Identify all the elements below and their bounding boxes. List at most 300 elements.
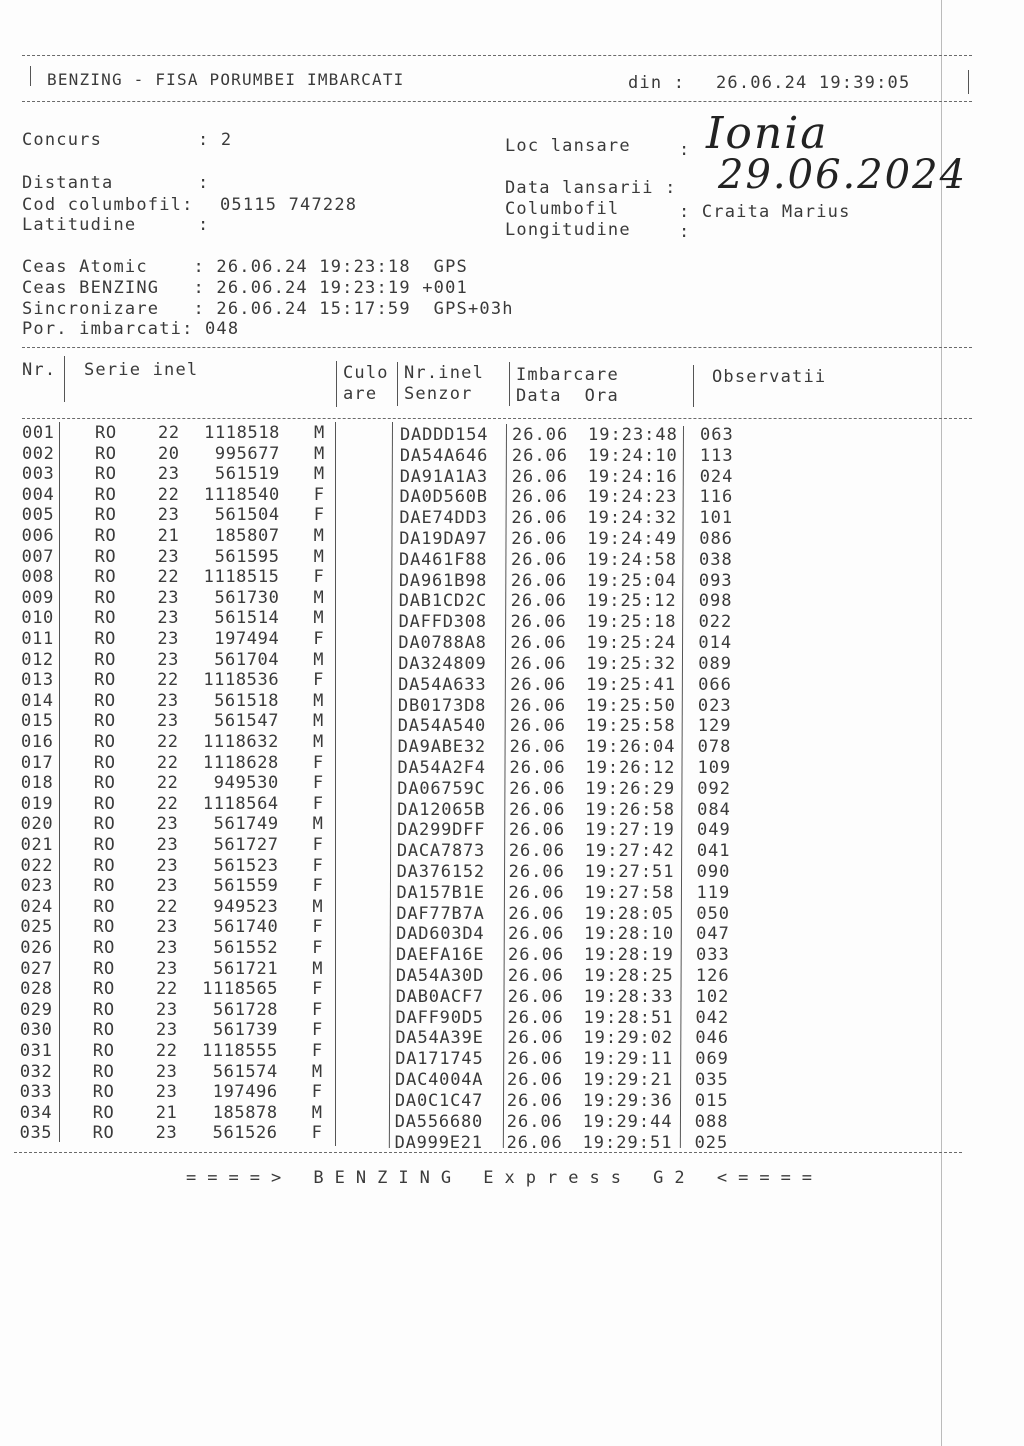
row-time: 19:28:51 (583, 1007, 674, 1028)
row-date: 26.06 (508, 820, 566, 841)
row-time: 19:25:41 (586, 674, 676, 695)
row-date: 26.06 (511, 487, 568, 508)
row-date: 26.06 (508, 882, 565, 903)
row-country: RO (94, 505, 117, 526)
ceas-atomic: Ceas Atomic : 26.06.24 19:23:18 GPS (22, 257, 468, 277)
row-year: 23 (157, 464, 180, 485)
row-date: 26.06 (508, 945, 565, 966)
row-observation: 084 (697, 799, 731, 820)
longitudine-label: Longitudine (505, 220, 631, 240)
latitudine-value: : (198, 215, 210, 235)
row-sex: F (313, 629, 325, 649)
row-date: 26.06 (506, 1111, 563, 1132)
row-year: 23 (156, 999, 178, 1020)
row-sex: M (313, 526, 325, 546)
row-observation: 113 (699, 445, 734, 466)
row-time: 19:24:32 (587, 508, 678, 529)
row-date: 26.06 (511, 445, 569, 466)
row-nr: 018 (20, 773, 54, 794)
body-divider-sex (335, 422, 336, 1146)
row-sensor: DAF77B7A (396, 903, 485, 924)
row-ring-number: 561574 (212, 1061, 278, 1082)
row-sensor: DA299DFF (396, 820, 486, 841)
row-observation: 090 (696, 862, 731, 882)
row-sex: M (313, 649, 325, 670)
row-year: 23 (156, 958, 178, 979)
row-observation: 023 (697, 695, 732, 716)
row-country: RO (92, 1102, 115, 1123)
row-observation: 069 (695, 1049, 729, 1070)
row-year: 23 (157, 608, 180, 629)
row-nr: 011 (21, 629, 54, 649)
row-date: 26.06 (506, 1132, 563, 1153)
row-country: RO (93, 958, 115, 979)
data-lansarii-label: Data lansarii : (505, 178, 677, 198)
row-country: RO (94, 484, 117, 505)
header-divider-4 (509, 362, 510, 406)
row-ring-number: 1118536 (203, 670, 280, 691)
row-country: RO (93, 896, 116, 917)
row-sensor: DAB1CD2C (398, 591, 488, 612)
row-date: 26.06 (511, 466, 568, 487)
distanta-label: Distanta (22, 173, 114, 193)
row-ring-number: 1118564 (202, 793, 279, 814)
row-ring-number: 561504 (214, 505, 280, 526)
row-country: RO (93, 855, 116, 876)
row-sex: F (312, 917, 324, 938)
row-observation: 049 (696, 820, 731, 841)
row-time: 19:27:51 (584, 862, 675, 882)
row-ring-number: 561730 (214, 587, 280, 608)
cod-columbofil-value: 05115 747228 (220, 195, 358, 215)
header-divider-1 (64, 356, 65, 402)
row-sensor: DA54A39E (395, 1028, 484, 1049)
row-time: 19:29:21 (583, 1070, 673, 1091)
row-country: RO (94, 608, 117, 629)
row-observation: 033 (696, 945, 730, 966)
header-nr: Nr. (22, 360, 57, 380)
row-ring-number: 949530 (213, 773, 279, 794)
row-nr: 021 (20, 835, 54, 855)
row-sensor: DA54A2F4 (397, 757, 486, 778)
row-ring-number: 561721 (213, 958, 279, 979)
row-year: 22 (157, 567, 180, 588)
row-date: 26.06 (510, 591, 567, 612)
row-time: 19:27:42 (584, 841, 675, 862)
row-ring-number: 561727 (213, 835, 279, 855)
row-nr: 032 (19, 1061, 53, 1082)
por-imbarcati: Por. imbarcati: 048 (22, 319, 240, 339)
row-year: 23 (155, 1123, 178, 1144)
row-nr: 007 (21, 546, 55, 567)
ceas-benzing: Ceas BENZING : 26.06.24 19:23:19 +001 (22, 278, 468, 298)
row-observation: 102 (695, 986, 730, 1007)
row-sensor: DA06759C (397, 778, 486, 799)
distanta-value: : (198, 173, 210, 193)
row-time: 19:26:12 (585, 757, 676, 778)
row-observation: 042 (695, 1007, 730, 1028)
row-observation: 092 (697, 778, 731, 799)
row-country: RO (94, 711, 116, 732)
row-ring-number: 561547 (214, 711, 280, 732)
row-year: 23 (155, 1082, 178, 1103)
row-country: RO (94, 526, 117, 546)
row-country: RO (94, 464, 117, 485)
row-country: RO (92, 1082, 115, 1103)
row-observation: 025 (694, 1132, 729, 1153)
row-observation: 126 (695, 966, 730, 987)
row-sensor: DA12065B (397, 799, 486, 820)
row-observation: 035 (695, 1070, 729, 1091)
row-date: 26.06 (508, 924, 565, 945)
row-observation: 041 (696, 841, 731, 862)
row-time: 19:24:49 (587, 529, 678, 550)
row-nr: 035 (19, 1123, 53, 1144)
header-observatii: Observatii (712, 367, 827, 387)
row-observation: 089 (698, 653, 732, 674)
row-ring-number: 561704 (214, 649, 280, 670)
din-label: din : (628, 73, 686, 93)
row-sex: M (313, 711, 324, 732)
row-sensor: DA54A540 (397, 716, 487, 737)
row-sex: F (311, 1082, 323, 1103)
body-divider-imbarcare (503, 424, 507, 1148)
row-sensor: DA54A633 (398, 674, 487, 695)
row-observation: 066 (698, 674, 732, 695)
header-imbarcare-1: Imbarcare (516, 365, 619, 385)
row-sensor: DA0C1C47 (394, 1090, 484, 1111)
row-nr: 030 (19, 1020, 53, 1041)
row-ring-number: 1118632 (203, 732, 279, 752)
row-year: 22 (155, 1041, 178, 1061)
row-sensor: DA157B1E (396, 882, 485, 903)
loc-lansare-handwritten: Ionia (706, 108, 829, 159)
row-sex: F (312, 979, 323, 1000)
row-sex: M (311, 1102, 323, 1123)
row-time: 19:25:50 (585, 695, 676, 716)
row-date: 26.06 (510, 653, 567, 674)
page-edge-line (941, 0, 942, 1446)
row-year: 23 (155, 1020, 178, 1041)
row-time: 19:28:10 (584, 924, 675, 945)
row-sensor: DAB0ACF7 (395, 986, 484, 1007)
row-nr: 001 (22, 423, 55, 443)
row-date: 26.06 (509, 737, 566, 758)
row-nr: 003 (21, 464, 55, 485)
row-nr: 027 (20, 958, 53, 979)
row-ring-number: 197496 (212, 1082, 278, 1103)
row-country: RO (93, 752, 116, 773)
row-year: 23 (156, 814, 179, 835)
row-sex: F (312, 999, 323, 1020)
header-culoare-2: are (343, 384, 378, 404)
row-year: 23 (156, 938, 178, 958)
page-title: BENZING - FISA PORUMBEI IMBARCATI (47, 70, 405, 89)
row-ring-number: 1118515 (203, 567, 280, 588)
row-date: 26.06 (511, 508, 568, 529)
header-nrinel-1: Nr.inel (404, 363, 485, 383)
row-observation: 098 (698, 591, 733, 612)
title-left-bar (30, 66, 31, 86)
row-country: RO (92, 1020, 115, 1041)
row-year: 22 (156, 773, 179, 794)
row-year: 23 (157, 546, 180, 567)
row-country: RO (92, 1123, 115, 1144)
row-year: 23 (155, 1061, 178, 1082)
header-serie-inel: Serie inel (84, 360, 199, 380)
row-year: 23 (156, 835, 179, 855)
row-sex: F (313, 484, 325, 505)
row-sensor: DACA7873 (396, 841, 486, 862)
row-sensor: DAC4004A (395, 1070, 484, 1091)
row-year: 23 (156, 917, 178, 938)
row-ring-number: 1118565 (202, 979, 279, 1000)
row-time: 19:29:51 (582, 1132, 673, 1153)
row-sensor: DA91A1A3 (399, 466, 488, 487)
columbofil-value: : Craita Marius (679, 202, 851, 222)
row-nr: 029 (20, 999, 53, 1020)
row-sex: M (312, 958, 324, 979)
header-culoare-1: Culo (343, 363, 389, 383)
row-ring-number: 1118555 (202, 1041, 278, 1061)
table-header-top-rule (22, 347, 972, 348)
row-nr: 008 (21, 567, 55, 588)
row-country: RO (94, 649, 116, 670)
row-nr: 005 (21, 505, 55, 526)
row-sensor: DA461F88 (399, 549, 488, 570)
row-date: 26.06 (508, 841, 565, 862)
row-ring-number: 561523 (213, 855, 279, 876)
body-divider-nr (59, 422, 60, 1142)
row-time: 19:25:32 (586, 653, 677, 674)
row-time: 19:26:29 (585, 778, 676, 799)
row-date: 26.06 (507, 1049, 564, 1070)
row-sensor: DA556680 (394, 1111, 484, 1132)
row-date: 26.06 (512, 425, 569, 445)
row-nr: 026 (20, 938, 53, 958)
data-lansarii-handwritten: 29.06.2024 (718, 152, 968, 198)
row-observation: 078 (697, 737, 732, 758)
row-nr: 015 (21, 711, 54, 732)
table-bottom-rule (14, 1152, 962, 1153)
row-year: 23 (156, 855, 179, 876)
row-observation: 119 (696, 882, 731, 903)
row-date: 26.06 (508, 862, 565, 882)
row-sex: M (313, 608, 325, 629)
row-year: 22 (156, 732, 179, 752)
row-observation: 116 (699, 487, 734, 508)
concurs-label: Concurs (22, 130, 103, 150)
row-ring-number: 561728 (213, 999, 279, 1020)
row-year: 23 (157, 690, 179, 711)
row-country: RO (93, 835, 116, 855)
row-date: 26.06 (509, 778, 566, 799)
row-date: 26.06 (510, 633, 567, 654)
row-ring-number: 1118628 (203, 752, 279, 773)
row-sensor: DAFF90D5 (395, 1007, 484, 1028)
row-nr: 034 (19, 1102, 53, 1123)
row-sex: M (313, 464, 325, 485)
row-country: RO (93, 938, 115, 958)
title-bottom-rule (22, 101, 972, 102)
row-nr: 033 (19, 1082, 53, 1103)
row-time: 19:28:33 (583, 986, 674, 1007)
row-country: RO (94, 567, 117, 588)
row-country: RO (94, 546, 117, 567)
header-imbarcare-2: Data Ora (516, 386, 619, 406)
row-year: 23 (157, 711, 179, 732)
row-sensor: DAEFA16E (396, 945, 485, 966)
row-ring-number: 561749 (213, 814, 279, 835)
row-sensor: DB0173D8 (397, 695, 487, 716)
row-country: RO (92, 1061, 115, 1082)
row-time: 19:29:02 (583, 1028, 674, 1049)
row-sensor: DAD603D4 (396, 924, 485, 945)
row-time: 19:25:12 (586, 591, 677, 612)
row-country: RO (94, 629, 116, 649)
row-year: 22 (156, 896, 179, 917)
row-date: 26.06 (509, 716, 566, 737)
row-sex: F (312, 793, 324, 814)
row-time: 19:25:24 (586, 633, 677, 654)
row-sensor: DADDD154 (400, 425, 489, 445)
longitudine-value: : (679, 222, 691, 242)
row-time: 19:26:58 (585, 799, 676, 820)
row-country: RO (94, 670, 116, 691)
row-date: 26.06 (507, 1028, 564, 1049)
row-date: 26.06 (508, 903, 565, 924)
row-sex: F (312, 855, 324, 876)
row-observation: 047 (696, 924, 730, 945)
row-sensor: DA961B98 (398, 570, 488, 591)
row-year: 21 (157, 526, 180, 546)
row-ring-number: 1118540 (203, 484, 280, 505)
header-nrinel-2: Senzor (404, 384, 473, 404)
row-sensor: DA54A646 (399, 445, 489, 466)
row-date: 26.06 (510, 612, 567, 633)
row-year: 23 (157, 629, 179, 649)
row-sex: M (313, 587, 325, 608)
row-nr: 023 (20, 876, 53, 897)
row-year: 22 (157, 670, 179, 691)
row-year: 23 (157, 649, 179, 670)
row-sex: M (311, 1061, 323, 1082)
row-country: RO (95, 423, 117, 443)
sincronizare: Sincronizare : 26.06.24 15:17:59 GPS+03h (22, 299, 514, 319)
row-time: 19:23:48 (588, 425, 678, 445)
row-sex: F (312, 876, 324, 897)
row-year: 22 (156, 793, 179, 814)
row-nr: 028 (20, 979, 53, 1000)
row-country: RO (93, 917, 115, 938)
row-nr: 006 (21, 526, 55, 546)
row-nr: 016 (20, 732, 54, 752)
row-sensor: DA0D560B (399, 487, 488, 508)
row-year: 22 (156, 979, 178, 1000)
row-time: 19:25:18 (586, 612, 677, 633)
row-time: 19:27:19 (584, 820, 675, 841)
row-sex: M (313, 690, 324, 711)
row-country: RO (93, 814, 116, 835)
row-sex: F (311, 1123, 323, 1144)
row-ring-number: 561526 (212, 1123, 278, 1144)
row-country: RO (94, 443, 117, 464)
row-observation: 086 (699, 529, 733, 550)
row-nr: 019 (20, 793, 54, 814)
title-right-bar (968, 70, 969, 94)
header-divider-2 (336, 361, 337, 407)
row-time: 19:29:44 (582, 1111, 673, 1132)
row-country: RO (93, 732, 116, 752)
row-observation: 024 (699, 466, 734, 487)
row-time: 19:29:36 (582, 1090, 673, 1111)
row-observation: 046 (695, 1028, 730, 1049)
row-sex: F (313, 670, 325, 691)
row-nr: 014 (21, 690, 54, 711)
row-date: 26.06 (510, 570, 568, 591)
body-divider-observatii (680, 426, 684, 1148)
row-sensor: DA324809 (398, 653, 487, 674)
row-sex: F (312, 752, 324, 773)
header-divider-3 (397, 362, 398, 406)
row-nr: 017 (20, 752, 54, 773)
row-sex: M (313, 443, 325, 464)
row-date: 26.06 (509, 799, 566, 820)
loc-lansare-colon: : (679, 140, 691, 160)
row-year: 22 (157, 484, 180, 505)
row-ring-number: 185807 (214, 526, 280, 546)
row-ring-number: 561519 (214, 464, 280, 485)
row-sex: F (311, 1020, 323, 1041)
row-nr: 004 (21, 484, 55, 505)
row-sex: M (312, 814, 324, 835)
row-sensor: DA0788A8 (398, 633, 487, 654)
footer-banner: ====> BENZING Express G2 <==== (186, 1168, 824, 1188)
row-nr: 022 (20, 855, 54, 876)
row-observation: 129 (697, 716, 732, 737)
row-date: 26.06 (511, 529, 568, 550)
row-date: 26.06 (507, 1070, 564, 1091)
row-country: RO (93, 876, 116, 897)
row-observation: 050 (696, 903, 731, 924)
row-nr: 013 (21, 670, 54, 691)
row-ring-number: 561595 (214, 546, 280, 567)
row-sensor: DA171745 (395, 1049, 484, 1070)
row-time: 19:26:04 (585, 737, 676, 758)
row-ring-number: 561552 (213, 938, 279, 958)
row-observation: 014 (698, 633, 733, 654)
row-time: 19:24:16 (587, 466, 678, 487)
row-ring-number: 561514 (214, 608, 280, 629)
row-time: 19:27:58 (584, 882, 675, 903)
row-sensor: DA19DA97 (399, 529, 488, 550)
row-observation: 093 (698, 570, 733, 591)
row-date: 26.06 (506, 1090, 564, 1111)
row-sensor: DA999E21 (394, 1132, 483, 1153)
row-sex: F (312, 938, 324, 958)
row-sex: F (313, 505, 325, 526)
row-sex: F (312, 835, 324, 855)
row-observation: 088 (694, 1111, 729, 1132)
din-value: 26.06.24 19:39:05 (716, 73, 911, 93)
row-sensor: DAE74DD3 (399, 508, 488, 529)
row-date: 26.06 (509, 757, 566, 778)
columbofil-label: Columbofil (505, 199, 620, 219)
row-ring-number: 949523 (213, 896, 279, 917)
row-time: 19:28:05 (584, 903, 675, 924)
row-time: 19:24:10 (587, 445, 678, 466)
row-date: 26.06 (507, 966, 565, 987)
